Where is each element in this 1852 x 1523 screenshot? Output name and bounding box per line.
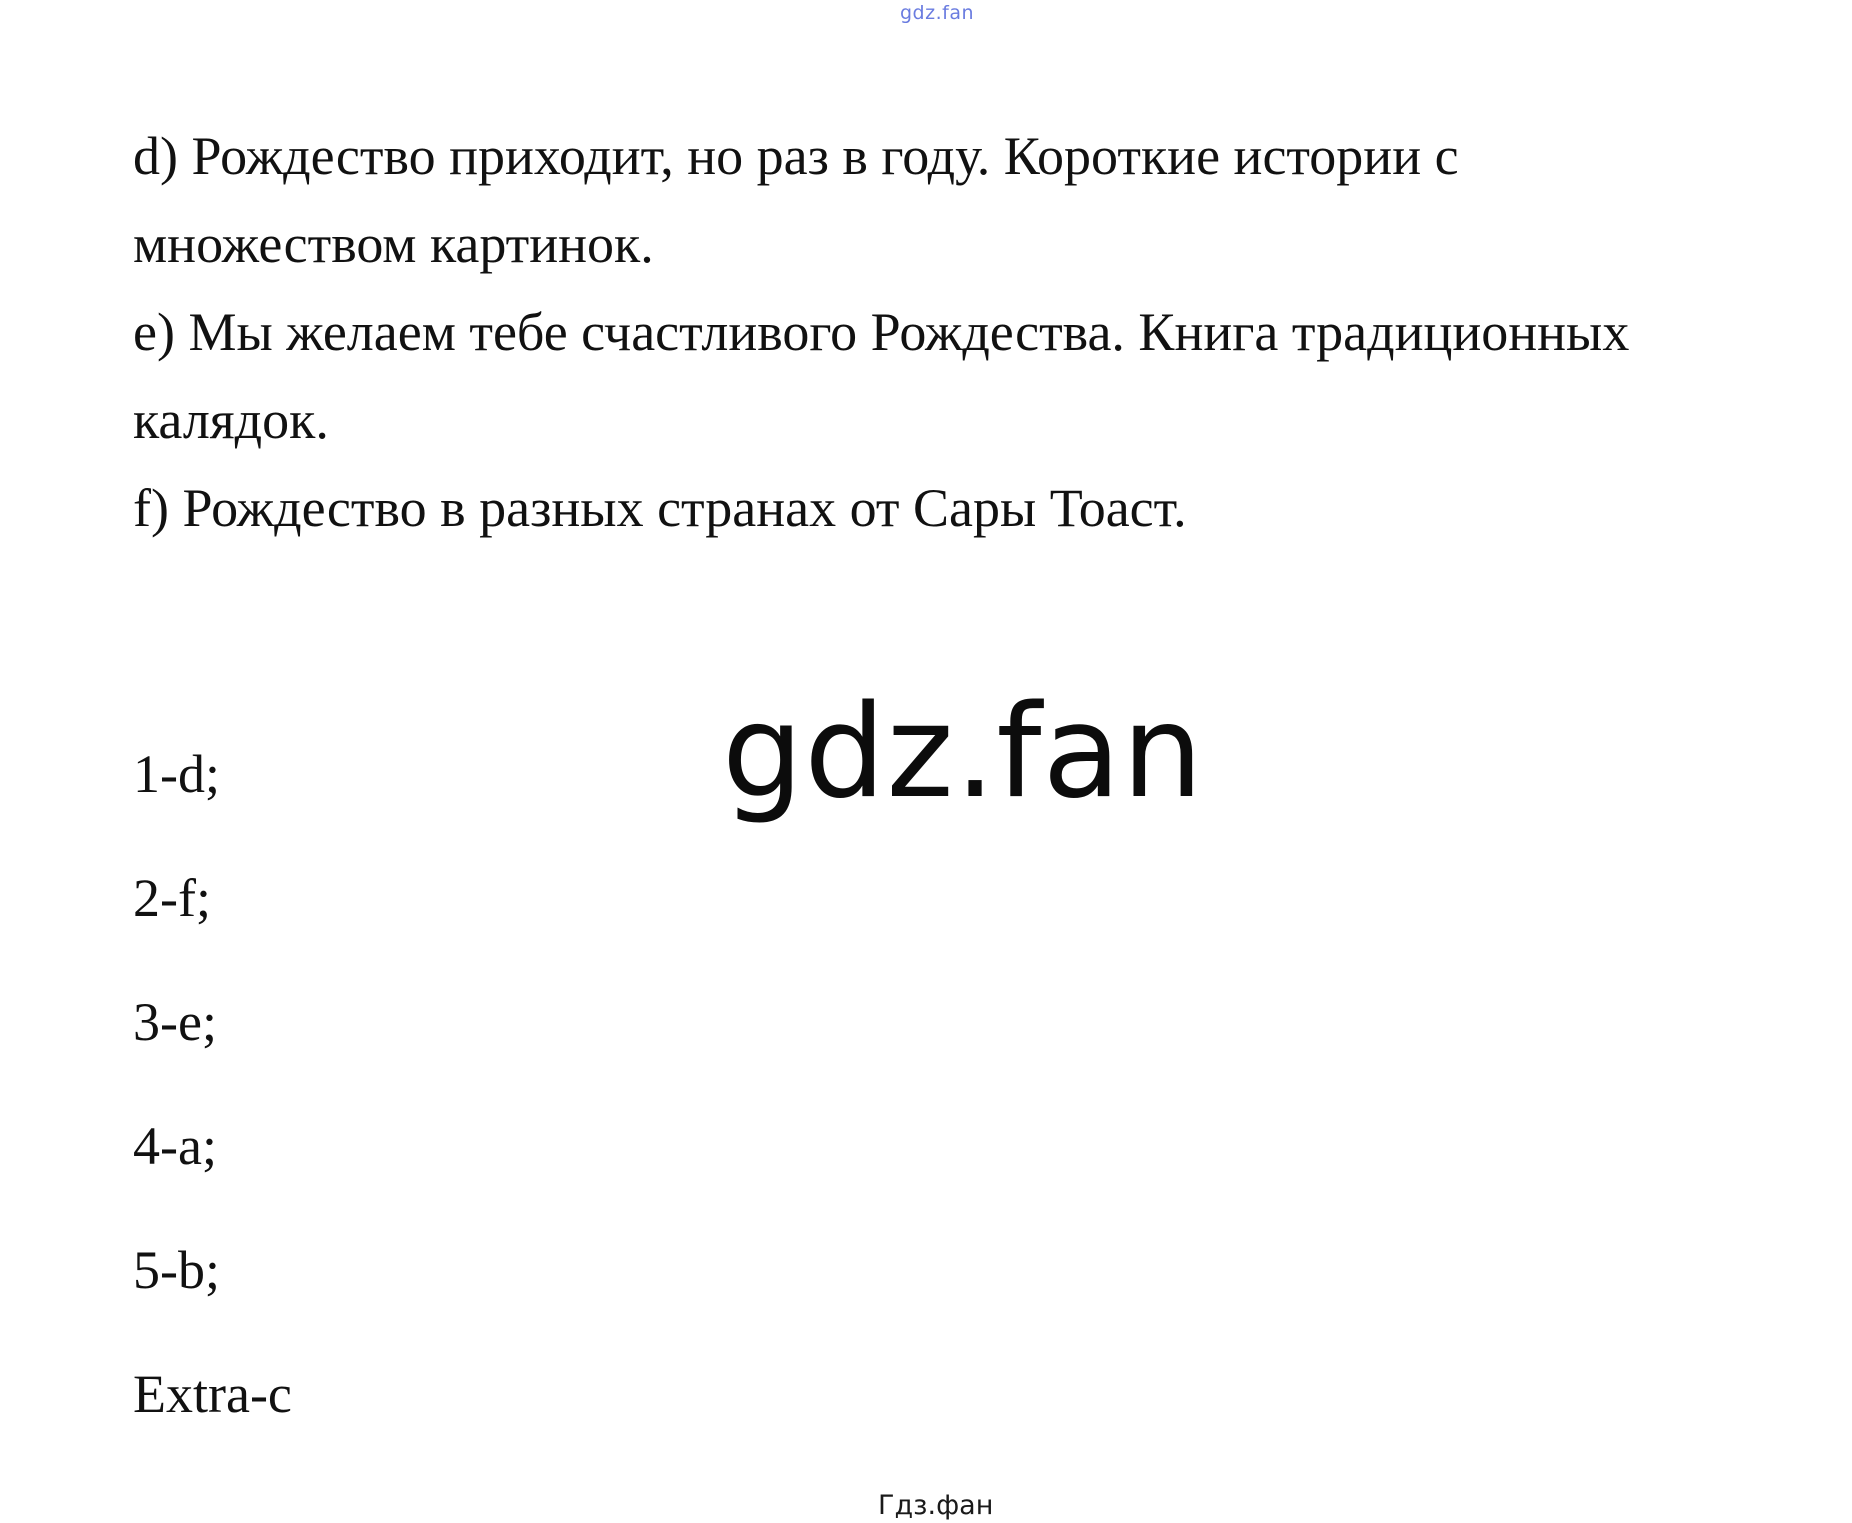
option-e-line-1: e) Мы желаем тебе счастливого Рождества. Книга традиционных [133,302,1630,362]
answer-4: 4-a; [133,1116,217,1176]
center-watermark: gdz.fan [722,678,1204,827]
top-watermark: gdz.fan [900,2,975,24]
option-d-line-1: d) Рождество приходит, но раз в году. Короткие истории с [133,126,1459,186]
answers-list [133,712,292,1456]
footer-watermark: Гдз.фан [878,1490,994,1521]
answer-1: 1-d; [133,744,220,804]
option-d-line-2: множеством картинок. [133,214,654,274]
option-e-line-2: калядок. [133,390,329,450]
answer-3: 3-e; [133,992,217,1052]
answer-extra: Extra-c [133,1364,292,1424]
option-f-line-1: f) Рождество в разных странах от Сары Тоаст. [133,478,1187,538]
answer-5: 5-b; [133,1240,220,1300]
options-text-block [133,112,1813,552]
answer-2: 2-f; [133,868,211,928]
